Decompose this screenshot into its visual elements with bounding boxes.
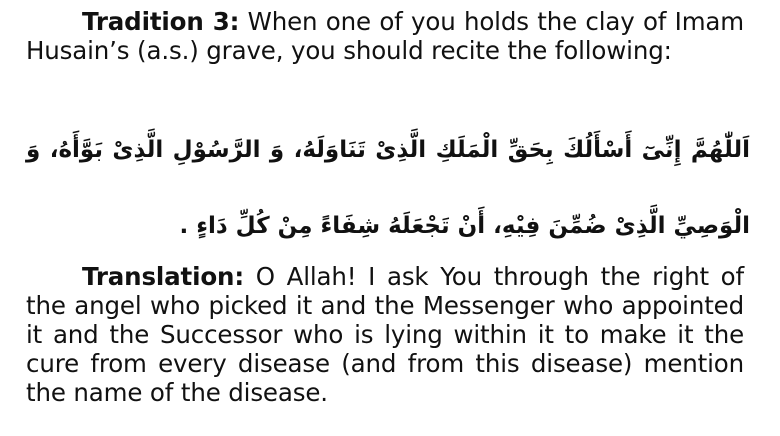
translation-text: O Allah! I ask You through the right of the angel who picked it and the Messenger who appointed it and the Successor who is lying within it to make it the cure from every disease (and from this disease) mention the name of the disease.: [26, 262, 744, 407]
arabic-supplication: اَللّٰهُمَّ إِنِّىٓ أَسْأَلُكَ بِحَقِّ الْمَلَكِ الَّذِىْ تَنَاوَلَهُ، وَ الرَّسُوْلِ الَّذِىْ بَوَّأَهُ، وَ الْوَصِيِّ الَّذِىْ ضُمِّنَ فِيْهِ، أَنْ تَجْعَلَهُ شِفَاءً مِنْ كُلِّ دَاءٍ .: [26, 137, 750, 239]
tradition-label: Tradition 3:: [82, 7, 240, 36]
translation-paragraph: [26, 262, 744, 407]
translation-label: Translation:: [82, 262, 244, 291]
tradition-paragraph: [26, 7, 744, 65]
tradition-text: When one of you holds the clay of Imam Husain’s (a.s.) grave, you should recite the following:: [26, 7, 745, 65]
